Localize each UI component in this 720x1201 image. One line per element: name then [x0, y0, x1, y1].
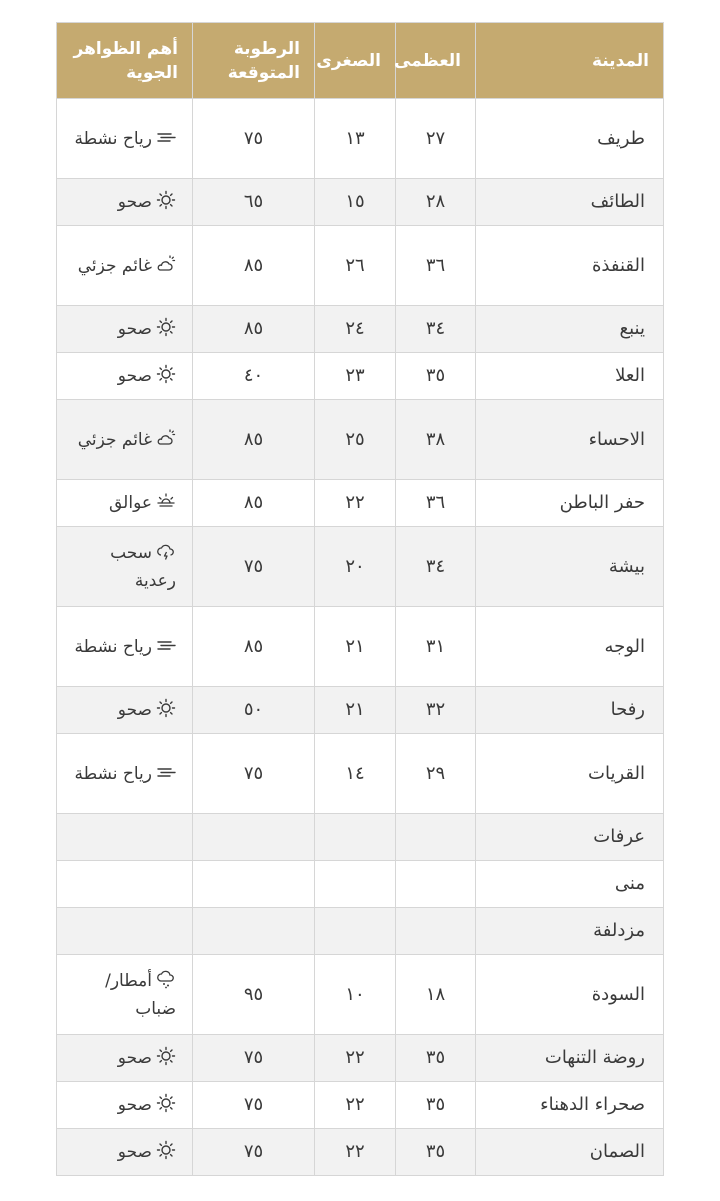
- cell-city: بيشة: [476, 527, 664, 607]
- sun-icon: [156, 698, 176, 718]
- cell-min: ١٠: [315, 955, 396, 1035]
- cell-max: ٣٤: [396, 527, 476, 607]
- cell-humidity: ٧٥: [193, 734, 315, 814]
- cell-city: منى: [476, 861, 664, 908]
- header-max: العظمى: [396, 23, 476, 99]
- weather-table: [56, 22, 664, 1176]
- weather-label: صحو: [117, 319, 152, 339]
- cell-humidity: ٨٥: [193, 226, 315, 306]
- cell-city: الطائف: [476, 179, 664, 226]
- cell-city: السودة: [476, 955, 664, 1035]
- cell-min: [315, 861, 396, 908]
- cell-humidity: ٧٥: [193, 1082, 315, 1129]
- cell-weather: [57, 179, 193, 226]
- cell-max: ٣٥: [396, 1082, 476, 1129]
- cell-min: [315, 908, 396, 955]
- cell-min: ٢٢: [315, 1035, 396, 1082]
- table-row: [57, 607, 664, 687]
- header-humidity: الرطوبة المتوقعة: [193, 23, 315, 99]
- cell-weather: [57, 226, 193, 306]
- cell-humidity: ٧٥: [193, 1129, 315, 1176]
- cell-humidity: ٨٥: [193, 607, 315, 687]
- cell-max: ٣٥: [396, 1035, 476, 1082]
- cell-humidity: ٤٠: [193, 353, 315, 400]
- header-weather: أهم الظواهر الجوية: [57, 23, 193, 99]
- haze-icon: [156, 491, 176, 511]
- table-row: [57, 527, 664, 607]
- cell-max: ٣٨: [396, 400, 476, 480]
- cell-min: ٢٢: [315, 1129, 396, 1176]
- cell-max: [396, 908, 476, 955]
- cell-weather: [57, 734, 193, 814]
- cell-max: [396, 814, 476, 861]
- weather-label: غائم جزئي: [77, 255, 152, 276]
- cell-weather: [57, 687, 193, 734]
- weather-label: صحو: [117, 192, 152, 212]
- table-row: [57, 99, 664, 179]
- table-row: [57, 814, 664, 861]
- cell-min: ١٤: [315, 734, 396, 814]
- cell-humidity: ٧٥: [193, 1035, 315, 1082]
- cell-humidity: ٨٥: [193, 400, 315, 480]
- weather-label: رياح نشطة: [74, 636, 152, 657]
- cell-min: [315, 814, 396, 861]
- sun-icon: [156, 1093, 176, 1113]
- weather-label: صحو: [117, 1142, 152, 1162]
- cell-min: ١٣: [315, 99, 396, 179]
- table-row: [57, 353, 664, 400]
- table-row: [57, 1035, 664, 1082]
- cell-city: الوجه: [476, 607, 664, 687]
- table-row: [57, 306, 664, 353]
- cell-weather: [57, 1035, 193, 1082]
- table-row: [57, 861, 664, 908]
- wind-icon: [156, 635, 176, 655]
- cell-city: ينبع: [476, 306, 664, 353]
- weather-table-container: [56, 22, 663, 1176]
- cell-weather: [57, 1129, 193, 1176]
- cell-humidity: ٩٥: [193, 955, 315, 1035]
- cell-max: ٢٩: [396, 734, 476, 814]
- cell-city: عرفات: [476, 814, 664, 861]
- rain-icon: [156, 969, 176, 989]
- sun-icon: [156, 364, 176, 384]
- table-header-row: [57, 23, 664, 99]
- cell-min: ٢٢: [315, 1082, 396, 1129]
- cell-city: روضة التنهات: [476, 1035, 664, 1082]
- cell-weather: [57, 955, 193, 1035]
- weather-label: صحو: [117, 366, 152, 386]
- weather-label: رياح نشطة: [74, 763, 152, 784]
- cell-humidity: [193, 861, 315, 908]
- cell-min: ٢٥: [315, 400, 396, 480]
- cell-max: ٣٥: [396, 353, 476, 400]
- partly-cloudy-icon: [156, 428, 176, 448]
- table-row: [57, 480, 664, 527]
- weather-label: غائم جزئي: [77, 429, 152, 450]
- cell-max: [396, 861, 476, 908]
- cell-min: ٢٣: [315, 353, 396, 400]
- cell-weather: [57, 480, 193, 527]
- cell-weather: [57, 353, 193, 400]
- cell-min: ٢١: [315, 687, 396, 734]
- cell-max: ٣٥: [396, 1129, 476, 1176]
- cell-weather: [57, 607, 193, 687]
- cell-city: طريف: [476, 99, 664, 179]
- cell-city: القريات: [476, 734, 664, 814]
- header-city: المدينة: [476, 23, 664, 99]
- cell-max: ٣٤: [396, 306, 476, 353]
- sun-icon: [156, 1046, 176, 1066]
- cell-min: ١٥: [315, 179, 396, 226]
- wind-icon: [156, 762, 176, 782]
- cell-city: مزدلفة: [476, 908, 664, 955]
- cell-humidity: ٨٥: [193, 480, 315, 527]
- cell-min: ٢١: [315, 607, 396, 687]
- sun-icon: [156, 190, 176, 210]
- thunderstorm-icon: [156, 541, 176, 561]
- sun-icon: [156, 1140, 176, 1160]
- weather-label: صحو: [117, 700, 152, 720]
- cell-max: ٣٦: [396, 480, 476, 527]
- cell-max: ٣٦: [396, 226, 476, 306]
- weather-label: سحب رعدية: [110, 542, 176, 591]
- cell-city: القنفذة: [476, 226, 664, 306]
- weather-label: عوالق: [108, 493, 152, 513]
- cell-humidity: ٥٠: [193, 687, 315, 734]
- cell-min: ٢٠: [315, 527, 396, 607]
- cell-city: الاحساء: [476, 400, 664, 480]
- weather-label: أمطار/ضباب: [105, 970, 176, 1019]
- table-row: [57, 226, 664, 306]
- cell-humidity: ٨٥: [193, 306, 315, 353]
- table-row: [57, 908, 664, 955]
- table-row: [57, 1129, 664, 1176]
- table-row: [57, 179, 664, 226]
- cell-weather: [57, 908, 193, 955]
- cell-min: ٢٦: [315, 226, 396, 306]
- cell-max: ٢٧: [396, 99, 476, 179]
- table-row: [57, 955, 664, 1035]
- weather-label: صحو: [117, 1095, 152, 1115]
- cell-humidity: [193, 908, 315, 955]
- cell-max: ١٨: [396, 955, 476, 1035]
- cell-max: ٣١: [396, 607, 476, 687]
- cell-weather: [57, 1082, 193, 1129]
- cell-humidity: ٧٥: [193, 99, 315, 179]
- table-row: [57, 400, 664, 480]
- cell-city: حفر الباطن: [476, 480, 664, 527]
- cell-weather: [57, 861, 193, 908]
- cell-city: صحراء الدهناء: [476, 1082, 664, 1129]
- cell-min: ٢٢: [315, 480, 396, 527]
- cell-weather: [57, 527, 193, 607]
- cell-weather: [57, 814, 193, 861]
- weather-label: صحو: [117, 1048, 152, 1068]
- cell-city: العلا: [476, 353, 664, 400]
- cell-weather: [57, 99, 193, 179]
- weather-label: رياح نشطة: [74, 128, 152, 149]
- table-row: [57, 687, 664, 734]
- cell-humidity: ٧٥: [193, 527, 315, 607]
- cell-city: الصمان: [476, 1129, 664, 1176]
- cell-weather: [57, 400, 193, 480]
- table-row: [57, 734, 664, 814]
- cell-weather: [57, 306, 193, 353]
- cell-city: رفحا: [476, 687, 664, 734]
- header-min: الصغرى: [315, 23, 396, 99]
- cell-humidity: [193, 814, 315, 861]
- wind-icon: [156, 127, 176, 147]
- cell-humidity: ٦٥: [193, 179, 315, 226]
- cell-min: ٢٤: [315, 306, 396, 353]
- cell-max: ٣٢: [396, 687, 476, 734]
- partly-cloudy-icon: [156, 254, 176, 274]
- cell-max: ٢٨: [396, 179, 476, 226]
- table-row: [57, 1082, 664, 1129]
- sun-icon: [156, 317, 176, 337]
